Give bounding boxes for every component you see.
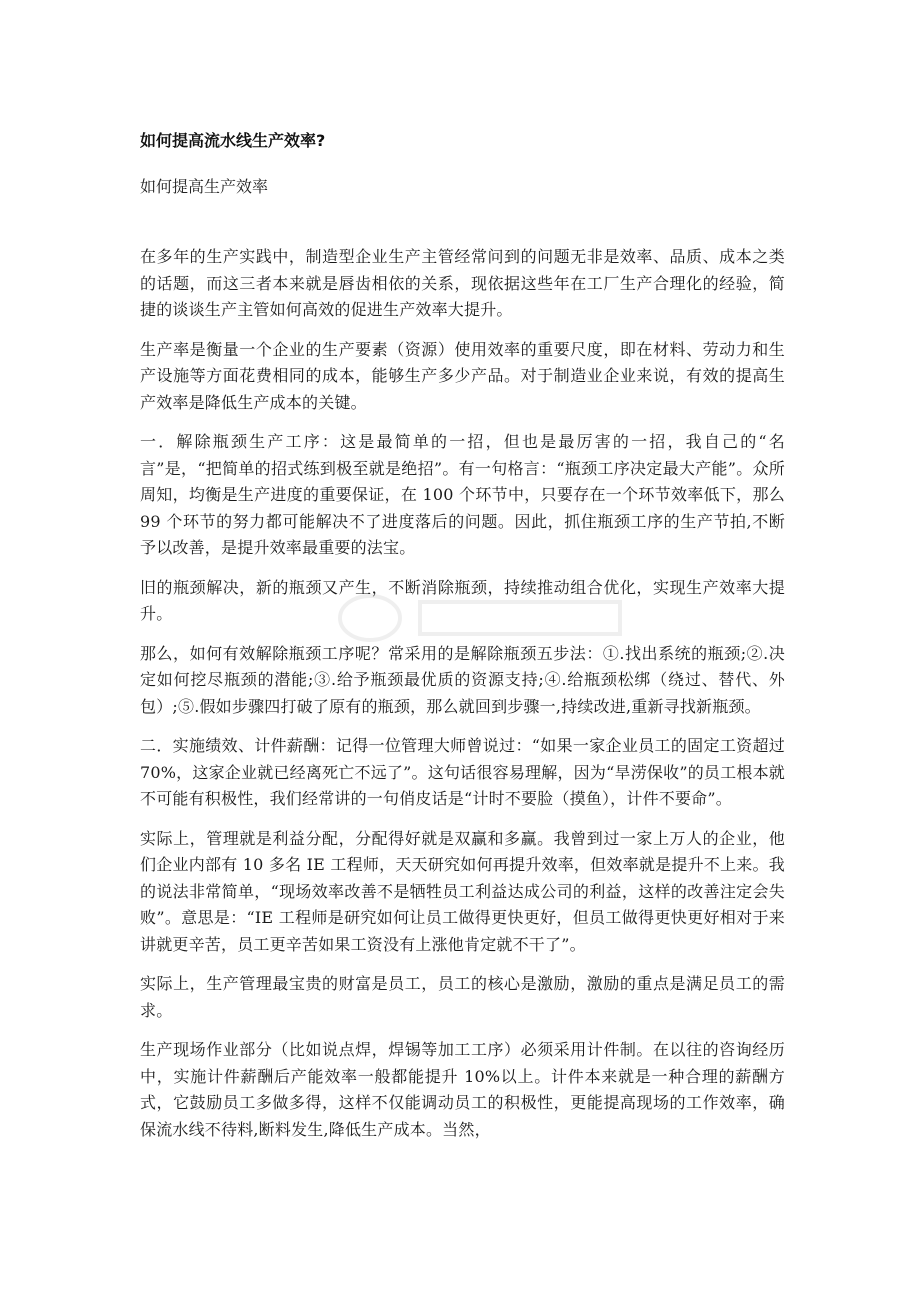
paragraph: 那么，如何有效解除瓶颈工序呢？常采用的是解除瓶颈五步法：①.找出系统的瓶颈;②.决定如何挖尽瓶颈的潜能;③.给予瓶颈最优质的资源支持;④.给瓶颈松绑（绕过、替代、外包）;⑤.假如步骤四打破了原有的瓶颈，那么就回到步骤一,持续改进,重新寻找新瓶颈。 <box>140 643 785 716</box>
document-title: 如何提高流水线生产效率? <box>140 131 326 150</box>
document-content <box>140 128 785 1156</box>
paragraph: 旧的瓶颈解决，新的瓶颈又产生，不断消除瓶颈，持续推动组合优化，实现生产效率大提升。 <box>140 577 785 623</box>
paragraph: 生产率是衡量一个企业的生产要素（资源）使用效率的重要尺度，即在材料、劳动力和生产设施等方面花费相同的成本，能够生产多少产品。对于制造业企业来说，有效的提高生产效率是降低生产成本的关键。 <box>140 339 785 412</box>
paragraph: 在多年的生产实践中，制造型企业生产主管经常问到的问题无非是效率、品质、成本之类的话题，而这三者本来就是唇齿相依的关系，现依据这些年在工厂生产合理化的经验，简捷的谈谈生产主管如何高效的促进生产效率大提升。 <box>140 247 785 319</box>
paragraph: 实际上，生产管理最宝贵的财富是员工，员工的核心是激励，激励的重点是满足员工的需求。 <box>140 974 785 1020</box>
paragraph: 生产现场作业部分（比如说点焊，焊锡等加工工序）必须采用计件制。在以往的咨询经历中，实施计件薪酬后产能效率一般都能提升 10%以上。计件本来就是一种合理的薪酬方式，它鼓励员工多做多得，这样不仅能调动员工的积极性，更能提高现场的工作效率，确保流水线不待料,断料发生,降低生产成本。当然， <box>140 1040 785 1139</box>
document-body <box>140 244 785 1143</box>
paragraph: 一．解除瓶颈生产工序：这是最简单的一招，但也是最厉害的一招，我自己的“名言”是，“把简单的招式练到极至就是绝招”。有一句格言：“瓶颈工序决定最大产能”。众所周知，均衡是生产进度的重要保证，在 100 个环节中，只要存在一个环节效率低下，那么 99 个环节的努力都可能解决不了进度落后的问题。因此，抓住瓶颈工序的生产节拍,不断予以改善，是提升效率最重要的法宝。 <box>140 432 785 557</box>
document-subtitle: 如何提高生产效率 <box>140 177 269 196</box>
paragraph: 实际上，管理就是利益分配，分配得好就是双赢和多赢。我曾到过一家上万人的企业，他们企业内部有 10 多名 IE 工程师，天天研究如何再提升效率，但效率就是提升不上来。我的说法非常简单，“现场效率改善不是牺牲员工利益达成公司的利益，这样的改善注定会失败”。意思是：“IE 工程师是研究如何让员工做得更快更好，但员工做得更快更好相对于来讲就更辛苦，员工更辛苦如果工资没有上涨他肯定就不干了”。 <box>140 828 785 954</box>
paragraph: 二．实施绩效、计件薪酬：记得一位管理大师曾说过：“如果一家企业员工的固定工资超过 70%，这家企业就已经离死亡不远了”。这句话很容易理解，因为“旱涝保收”的员工根本就不可能有积极性，我们经常讲的一句俏皮话是“计时不要脸（摸鱼），计件不要命”。 <box>140 736 785 808</box>
